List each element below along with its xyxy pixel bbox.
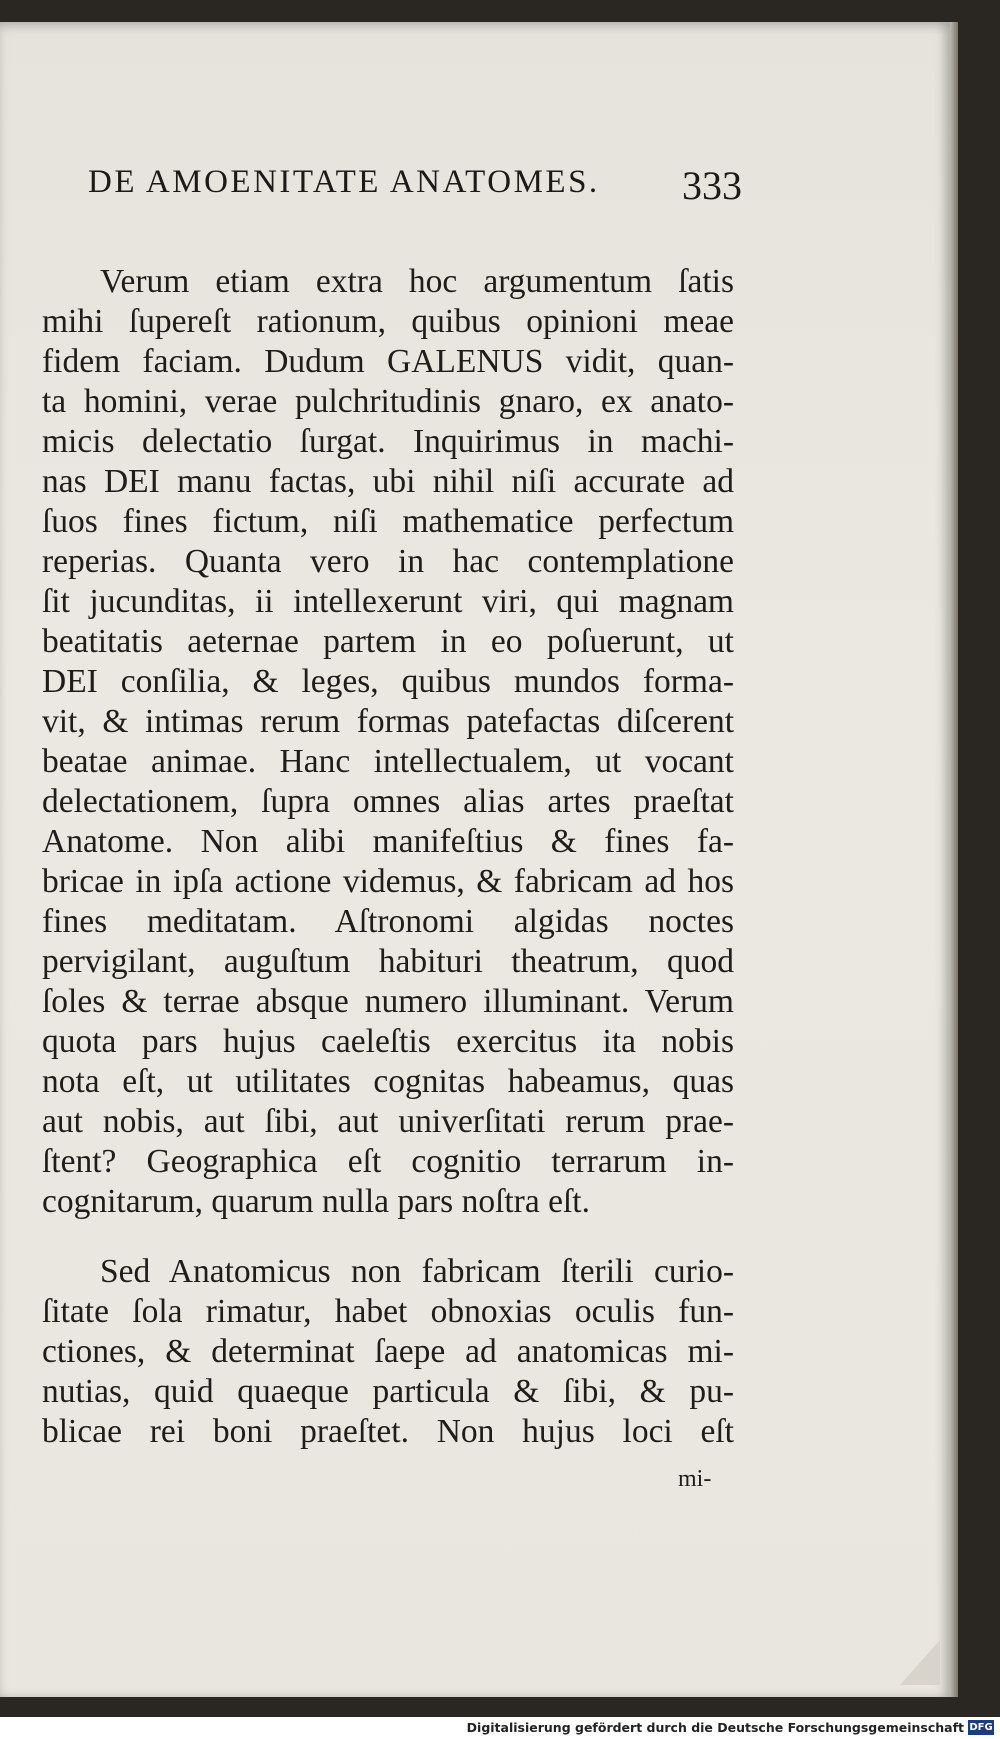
page-number: 333 xyxy=(682,163,742,208)
digitization-credit: Digitalisierung gefördert durch die Deutsche Forschungsgemeinschaft xyxy=(466,1720,964,1735)
text-line: beatitatis aeternae partem in eo poſuerunt, ut xyxy=(42,623,734,660)
text-line: beatae animae. Hanc intellectualem, ut vocant xyxy=(42,743,734,780)
dfg-logo-icon: DFG xyxy=(969,1722,993,1733)
text-line: aut nobis, aut ſibi, aut univerſitati rerum prae- xyxy=(42,1103,734,1140)
catchword: mi- xyxy=(678,1466,712,1492)
page-corner-fold xyxy=(900,1640,940,1685)
text-line: ctiones, & determinat ſaepe ad anatomicas mi- xyxy=(42,1333,734,1370)
text-line: bricae in ipſa actione videmus, & fabricam ad hos xyxy=(42,863,734,900)
text-line: mihi ſupereſt rationum, quibus opinioni meae xyxy=(42,303,734,340)
text-line: nas DEI manu factas, ubi nihil niſi accurate ad xyxy=(42,463,734,500)
text-line: Sed Anatomicus non fabricam ſterili curio- xyxy=(100,1253,734,1290)
text-line: nutias, quid quaeque particula & ſibi, & pu- xyxy=(42,1373,734,1410)
text-line: quota pars hujus caeleſtis exercitus ita nobis xyxy=(42,1023,734,1060)
text-line: ſit jucunditas, ii intellexerunt viri, qui magnam xyxy=(42,583,734,620)
book-page xyxy=(0,22,950,1697)
text-line: micis delectatio ſurgat. Inquirimus in machi- xyxy=(42,423,734,460)
text-line: ſitate ſola rimatur, habet obnoxias oculis fun- xyxy=(42,1293,734,1330)
text-line: blicae rei boni praeſtet. Non hujus loci eſt xyxy=(42,1413,734,1450)
text-line: Anatome. Non alibi manifeſtius & fines fa- xyxy=(42,823,734,860)
text-line: cognitarum, quarum nulla pars noſtra eſt. xyxy=(42,1183,590,1220)
text-line: delectationem, ſupra omnes alias artes praeſtat xyxy=(42,783,734,820)
text-line: Verum etiam extra hoc argumentum ſatis xyxy=(100,263,734,300)
text-line: fines meditatam. Aſtronomi algidas noctes xyxy=(42,903,734,940)
paragraph-2 xyxy=(42,1252,734,1452)
text-line: DEI conſilia, & leges, quibus mundos forma- xyxy=(42,663,734,700)
text-line: ſtent? Geographica eſt cognitio terrarum in- xyxy=(42,1143,734,1180)
text-line: pervigilant, auguſtum habituri theatrum, quod xyxy=(42,943,734,980)
footer-bar xyxy=(0,1717,1000,1739)
text-line: ſuos fines fictum, niſi mathematice perfectum xyxy=(42,503,734,540)
text-line: ſoles & terrae absque numero illuminant. Verum xyxy=(42,983,734,1020)
text-line: nota eſt, ut utilitates cognitas habeamus, quas xyxy=(42,1063,734,1100)
text-line: ta homini, verae pulchritudinis gnaro, ex anato- xyxy=(42,383,734,420)
text-line: fidem faciam. Dudum GALENUS vidit, quan- xyxy=(42,343,734,380)
text-line: vit, & intimas rerum formas patefactas diſcerent xyxy=(42,703,734,740)
page-edge xyxy=(950,22,958,1697)
running-title: DE AMOENITATE ANATOMES. xyxy=(88,164,600,200)
paragraph-1 xyxy=(42,262,734,1222)
text-line: reperias. Quanta vero in hac contemplatione xyxy=(42,543,734,580)
